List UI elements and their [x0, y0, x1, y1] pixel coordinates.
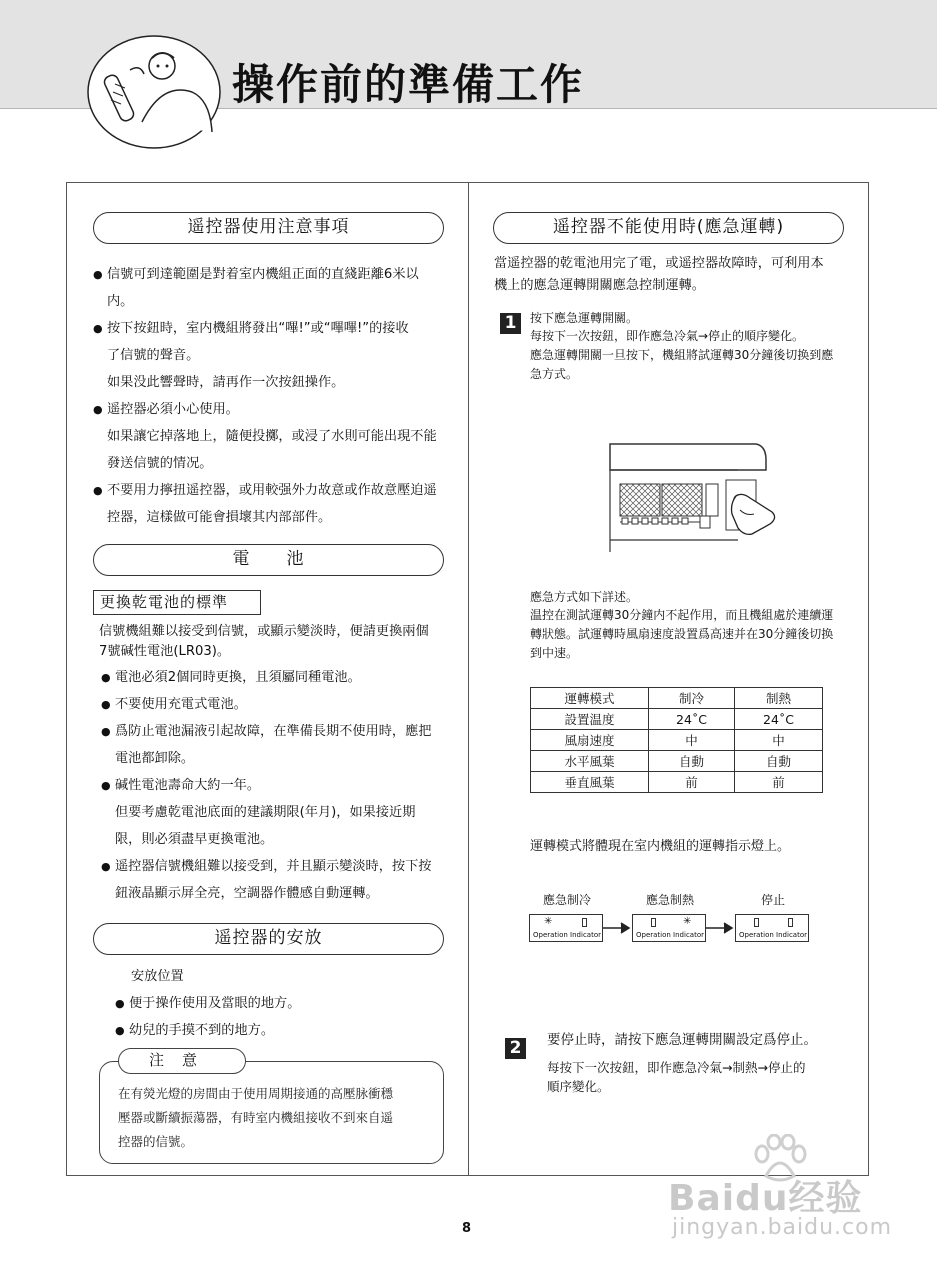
arrow-right-icon [603, 922, 633, 934]
table-cell: 制冷 [649, 688, 735, 709]
lamp-off-icon [754, 918, 759, 927]
list-item: ● 不要使用充電式電池。 [101, 691, 475, 718]
watermark-brand: Baidu经验 [668, 1178, 863, 1219]
paragraph-line: 7號碱性電池(LR03)。 [99, 644, 231, 659]
technician-mascot-illustration [82, 22, 232, 150]
seq-label-cool: 應急制冷 [543, 893, 592, 907]
list-item: ● 幼兒的手摸不到的地方。 [115, 1017, 459, 1044]
indicator-panel-cool [529, 914, 603, 942]
section-title-emergency-operation: 遥控器不能使用時(應急運轉) [493, 212, 844, 244]
list-item-continued: 如果没此響聲時，請再作一次按鈕操作。 [107, 375, 345, 390]
lamp-off-icon [582, 918, 587, 927]
step-1-badge: 1 [500, 313, 521, 334]
page-number: 8 [462, 1221, 472, 1236]
caution-text [118, 1082, 438, 1154]
section-title-battery: 電 池 [93, 544, 444, 576]
indicator-panel-stop [735, 914, 809, 942]
table-cell: 24˚C [735, 709, 823, 730]
mode-desc-line: 應急方式如下詳述。 [530, 590, 639, 604]
table-cell: 自動 [735, 751, 823, 772]
section-title-remote-placement: 遥控器的安放 [93, 923, 444, 955]
table-row [531, 730, 823, 751]
indicator-caption: Operation Indicator [533, 931, 601, 939]
intro-line: 當遥控器的乾電池用完了電，或遥控器故障時，可利用本 [494, 256, 824, 271]
step-1-line: 急方式。 [530, 367, 579, 381]
seq-label-heat: 應急制熱 [646, 893, 695, 907]
indoor-unit-emergency-switch-illustration [606, 440, 776, 556]
table-cell: 自動 [649, 751, 735, 772]
step-2-line: 要停止時，請按下應急運轉開關設定爲停止。 [547, 1032, 817, 1048]
mode-desc-line: 轉狀態。試運轉時風扇速度設置爲高速并在30分鐘後切换 [530, 627, 834, 641]
caution-line: 在有熒光燈的房間由于使用周期接通的高壓脉衝穩 [118, 1086, 394, 1101]
list-item-continued: 發送信號的情况。 [107, 456, 213, 471]
step-1-line: 每按下一次按鈕，即作應急冷氣→停止的順序變化。 [530, 329, 805, 343]
list-item: ● 爲防止電池漏液引起故障，在準備長期不使用時，應把 [101, 718, 475, 745]
list-item-continued: 電池都卸除。 [115, 751, 195, 766]
list-item-continued: 了信號的聲音。 [107, 348, 200, 363]
list-item: ● 遥控器信號機組難以接受到，并且顯示變淡時，按下按 [101, 853, 475, 880]
table-row [531, 688, 823, 709]
list-item: ● 便于操作使用及當眼的地方。 [115, 990, 459, 1017]
table-row [531, 709, 823, 730]
list-item: ● 電池必須2個同時更換，且須屬同種電池。 [101, 664, 475, 691]
table-cell: 垂直風葉 [531, 772, 649, 793]
table-cell: 風扇速度 [531, 730, 649, 751]
step-1-line: 應急運轉開關一旦按下，機組將試運轉30分鐘後切换到應 [530, 348, 834, 362]
emergency-mode-table [530, 687, 823, 793]
indicator-panel-heat [632, 914, 706, 942]
step-2-badge: 2 [505, 1038, 526, 1059]
watermark-url: jingyan.baidu.com [672, 1215, 893, 1240]
lamp-off-icon [788, 918, 793, 927]
battery-criteria-heading: 更換乾電池的標準 [93, 590, 261, 615]
mode-desc-line: 温控在測試運轉30分鐘内不起作用，而且機組處於連續運 [530, 608, 834, 622]
list-item-continued: 但要考慮乾電池底面的建議期限(年月)，如果接近期 [115, 805, 416, 820]
table-cell: 運轉模式 [531, 688, 649, 709]
section-title-remote-precautions: 遥控器使用注意事項 [93, 212, 444, 244]
caution-line: 壓器或斷續振蕩器，有時室内機組接收不到來自遥 [118, 1110, 394, 1125]
table-cell: 前 [735, 772, 823, 793]
table-row [531, 751, 823, 772]
table-cell: 水平風葉 [531, 751, 649, 772]
list-item-continued: 限，則必須盡早更換電池。 [115, 832, 274, 847]
list-item: ● 按下按鈕時，室内機組將發出“嗶!”或“嗶嗶!”的接收 [93, 315, 477, 342]
intro-line: 機上的應急運轉開關應急控制運轉。 [494, 278, 705, 293]
indicator-caption: Operation Indicator [636, 931, 704, 939]
table-cell: 中 [735, 730, 823, 751]
table-cell: 中 [649, 730, 735, 751]
step-1-line: 按下應急運轉開關。 [530, 311, 639, 325]
lamp-off-icon [651, 918, 656, 927]
list-item-continued: 控器，這樣做可能會損壞其内部部件。 [107, 510, 332, 525]
step-2-line: 順序變化。 [547, 1079, 610, 1094]
table-cell: 制熱 [735, 688, 823, 709]
indicator-caption: Operation Indicator [739, 931, 807, 939]
arrow-right-icon [706, 922, 736, 934]
table-row [531, 772, 823, 793]
list-item-continued: 内。 [107, 294, 134, 309]
list-item: ● 不要用力擰扭遥控器，或用較强外力故意或作故意壓迫遥 [93, 477, 477, 504]
step-2-line: 每按下一次按鈕，即作應急冷氣→制熱→停止的 [547, 1060, 806, 1075]
indicator-note: 運轉模式將體現在室内機組的運轉指示燈上。 [530, 839, 791, 854]
caution-title: 注意 [118, 1048, 246, 1074]
list-item: ● 信號可到達範圍是對着室内機組正面的直綫距離6米以 [93, 261, 477, 288]
lamp-on-icon: ✳ [683, 916, 692, 927]
placement-subheading: 安放位置 [131, 969, 184, 984]
table-cell: 前 [649, 772, 735, 793]
table-cell: 24˚C [649, 709, 735, 730]
list-item: ● 碱性電池壽命大約一年。 [101, 772, 475, 799]
list-item: ● 遥控器必須小心使用。 [93, 396, 477, 423]
table-cell: 設置温度 [531, 709, 649, 730]
list-item-continued: 如果讓它掉落地上，隨便投擲，或浸了水則可能出現不能 [107, 429, 437, 444]
mode-desc-line: 到中速。 [530, 646, 579, 660]
seq-label-stop: 停止 [761, 893, 786, 907]
caution-line: 控器的信號。 [118, 1134, 194, 1149]
page-title: 操作前的準備工作 [232, 60, 585, 109]
paragraph-line: 信號機組難以接受到信號，或顯示變淡時，便請更換兩個 [99, 624, 429, 639]
lamp-on-icon: ✳ [544, 916, 553, 927]
list-item-continued: 鈕液晶顯示屏全亮，空調器作體感自動運轉。 [115, 886, 379, 901]
